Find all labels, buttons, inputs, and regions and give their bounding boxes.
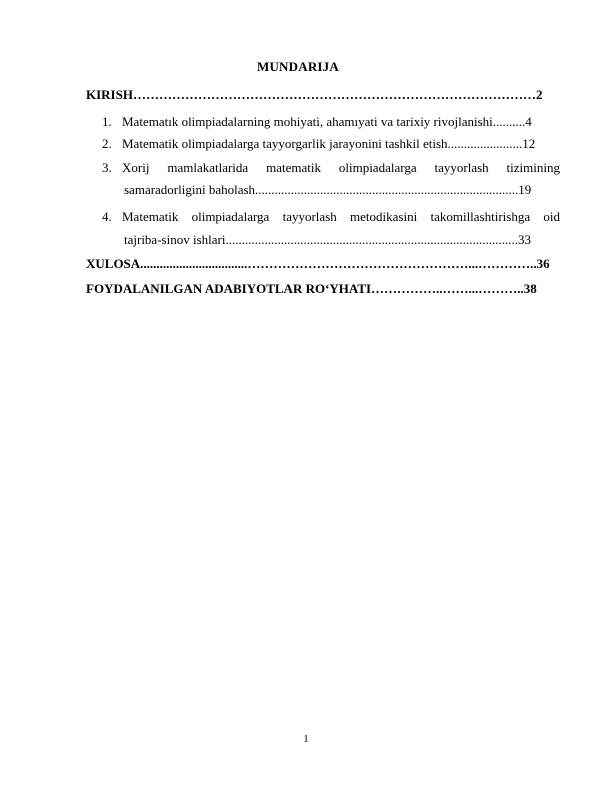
toc-entry-references: FOYDALANILGAN ADABIYOTLAR RO‘YHATI……………..……...………..38 [86, 281, 537, 296]
toc-item-text: Xorij mamlakatlarida matematik olimpiadalarga tayyorlash tizimining [122, 160, 560, 175]
toc-item-1 [102, 114, 560, 130]
toc-item-text: Matematik olimpiadalarga tayyorgarlik jarayonini tashkil etish.......................12 [122, 136, 536, 151]
toc-item-number: 1. [102, 114, 112, 129]
toc-item-text: Matematik olimpiadalarga tayyorlash metodikasini takomillashtirishga oid [122, 209, 560, 224]
toc-entry-kirish: KIRISH…………………………………………………………………………………2 [86, 87, 543, 102]
toc-item-number: 3. [102, 160, 112, 175]
toc-item-number: 4. [102, 209, 112, 224]
page-title: MUNDARIJA [257, 59, 339, 74]
page-number: 1 [303, 733, 309, 745]
toc-entry-xulosa: XULOSA.................................……………………………………………...…………..36 [86, 256, 550, 271]
toc-item-3-continuation: samaradorligini baholash.................................................................................19 [124, 182, 532, 197]
toc-item-number: 2. [102, 136, 112, 151]
toc-item-2 [102, 136, 560, 152]
toc-item-3 [102, 160, 560, 176]
toc-item-4-continuation: tajriba-sinov ishlari..........................................................................................33 [124, 232, 531, 247]
toc-item-text: Matematık olimpiadalarning mohiyati, ahamıyati va tarixiy rivojlanishi..........4 [122, 114, 532, 129]
toc-item-4 [102, 209, 560, 225]
